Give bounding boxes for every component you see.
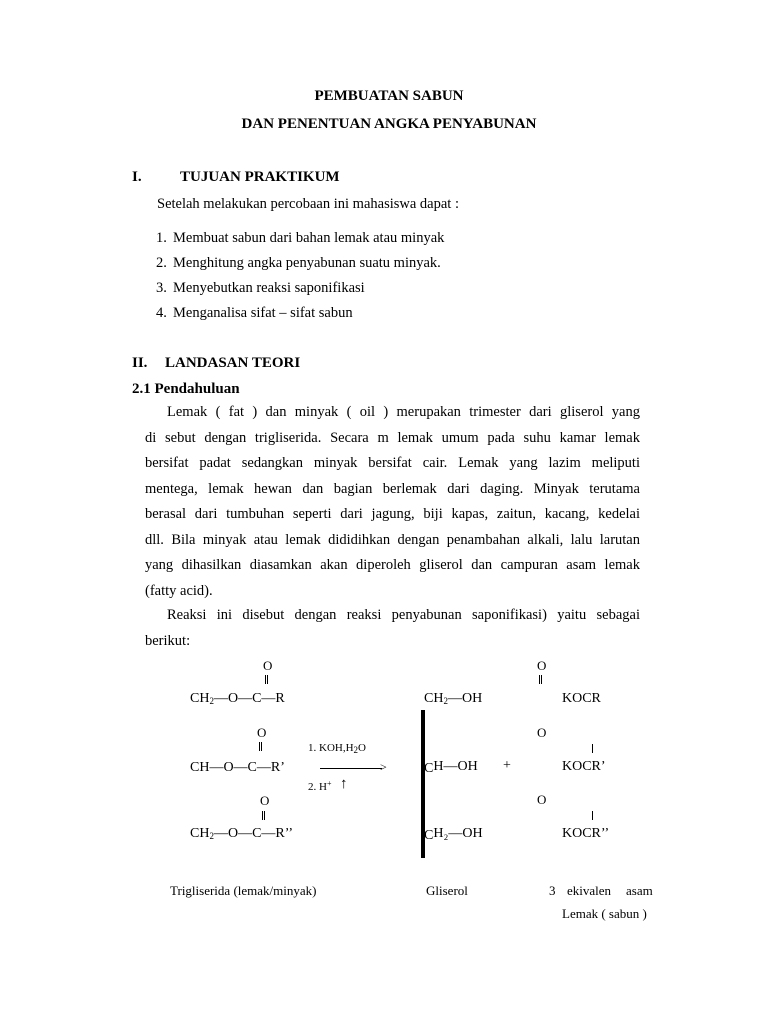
section-2-number: II. — [132, 355, 148, 371]
soap-product-1: KOCR — [562, 691, 601, 706]
carbonyl-oxygen: O — [257, 725, 267, 740]
list-item — [156, 304, 444, 329]
single-bond — [592, 744, 593, 753]
carbonyl-oxygen: O — [263, 658, 273, 673]
title-line-1: PEMBUATAN SABUN — [314, 88, 464, 104]
condition-1: 1. $KOH,H_2O$ — [308, 742, 366, 755]
soap-product-3: KOCR’’ — [562, 826, 610, 841]
paragraph-line: di sebut dengan trigliserida. Secara m lemak umum pada suhu kamar lemak — [145, 429, 640, 446]
list-item — [156, 279, 444, 304]
subsection-heading: 2.1 Pendahuluan — [132, 381, 240, 397]
list-item-number: 3. — [156, 280, 167, 296]
condition-2: 2. H+ — [308, 779, 332, 793]
paragraph-line: bersifat padat sedangkan minyak bersifat cair. Lemak yang lazim meliputi — [145, 455, 640, 471]
objectives-list — [156, 229, 444, 329]
list-item — [156, 229, 444, 254]
section-1-heading: TUJUAN PRAKTIKUM — [180, 169, 340, 185]
double-bond — [259, 742, 262, 751]
triglyceride-row-3: $CH_2—O—C—R$’’ — [190, 826, 294, 841]
paragraph-line: berasal dari tumbuhan seperti dari jagung, biji kapas, zaitun, kacang, kedelai — [145, 506, 640, 522]
soap-product-2: KOCR’ — [562, 759, 606, 774]
glycerol-row-3: CH₂—OH — [424, 826, 483, 843]
paragraph-line: (fatty acid). — [145, 582, 213, 599]
section-2-heading: LANDASAN TEORI — [165, 355, 301, 371]
triglyceride-row-2: CH—O—C—R’ — [190, 760, 285, 775]
caption-trigliserida: Trigliserida (lemak/minyak) — [170, 883, 317, 898]
section-1-number: I. — [132, 169, 142, 185]
list-item-text: Menghitung angka penyabunan suatu minyak. — [173, 255, 441, 271]
list-item-number: 2. — [156, 255, 167, 271]
paragraph-line: mentega, lemak hewan dan bagian berlemak dari daging. Minyak terutama — [145, 480, 640, 497]
paragraph-line: Reaksi ini disebut dengan reaksi penyabunan saponifikasi) yaitu sebagai — [167, 607, 640, 623]
double-bond — [262, 811, 265, 820]
double-bond — [265, 675, 268, 684]
single-bond — [592, 811, 593, 820]
glycerol-row-1: $CH_2—OH$ — [424, 691, 483, 706]
list-item-number: 1. — [156, 230, 167, 246]
caption-lemak-sabun: Lemak ( sabun ) — [562, 906, 647, 921]
glycerol-row-2: CH—OH — [424, 759, 478, 776]
list-item-text: Menyebutkan reaksi saponifikasi — [173, 280, 365, 296]
paragraph-1 — [145, 400, 640, 604]
carbonyl-oxygen: O — [537, 792, 547, 807]
caption-ekivalen-word: ekivalen — [567, 883, 612, 898]
reaction-arrow-head: > — [380, 760, 387, 774]
title-line-2: DAN PENENTUAN ANGKA PENYABUNAN — [241, 116, 537, 132]
list-item — [156, 254, 444, 279]
carbonyl-oxygen: O — [260, 793, 270, 808]
plus-sign: + — [503, 758, 511, 773]
paragraph-line: dll. Bila minyak atau lemak dididihkan dengan penambahan alkali, lalu larutan — [145, 531, 640, 548]
paragraph-line: yang dihasilkan diasamkan akan diperoleh gliserol dan campuran asam lemak — [145, 557, 640, 573]
paragraph-line: Lemak ( fat ) dan minyak ( oil ) merupakan trimester dari gliserol yang — [167, 404, 640, 420]
paragraph-line: berikut: — [145, 632, 191, 649]
list-item-number: 4. — [156, 305, 167, 321]
carbonyl-oxygen: O — [537, 725, 547, 740]
reaction-arrow-shaft — [320, 768, 382, 769]
list-item-text: Menganalisa sifat – sifat sabun — [173, 305, 353, 321]
paragraph-2 — [145, 603, 640, 654]
carbonyl-oxygen: O — [537, 658, 547, 673]
caption-ekivalen-asam: asam — [626, 883, 653, 898]
list-item-text: Membuat sabun dari bahan lemak atau minyak — [173, 230, 445, 246]
up-arrow-icon: ↑ — [340, 776, 348, 792]
caption-ekivalen-number: 3 — [549, 883, 556, 898]
double-bond — [539, 675, 542, 684]
caption-gliserol: Gliserol — [426, 883, 468, 898]
section-1-intro: Setelah melakukan percobaan ini mahasiswa dapat : — [157, 196, 459, 212]
triglyceride-row-1: $CH_2—O—C—R$ — [190, 691, 285, 706]
